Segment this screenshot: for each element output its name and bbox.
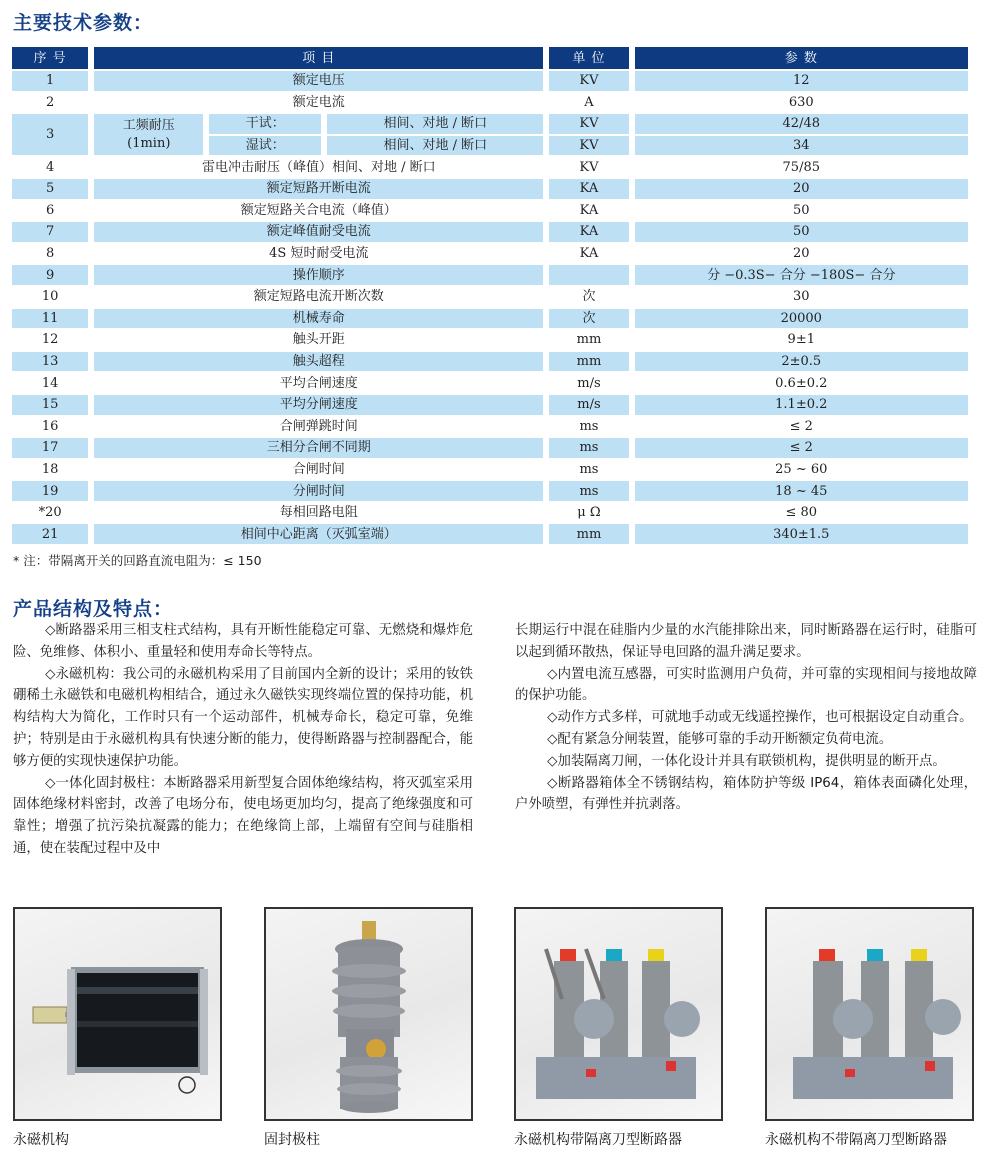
- cell-test-type: 湿试：: [209, 136, 321, 156]
- cell-item: 平均合闸速度: [94, 373, 543, 393]
- cell-item: 触头开距: [94, 330, 543, 350]
- cell-item: 额定峰值耐受电流: [94, 222, 543, 242]
- table-row: [12, 71, 968, 91]
- cell-item: 合闸时间: [94, 460, 543, 480]
- cell-value: 42/48: [635, 114, 968, 134]
- cell-unit: A: [549, 93, 628, 113]
- cell-seq: 7: [12, 222, 88, 242]
- cell-seq: 19: [12, 481, 88, 501]
- cell-item: 合闸弹跳时间: [94, 417, 543, 437]
- cell-seq: *20: [12, 503, 88, 523]
- table-row: [12, 481, 968, 501]
- cell-unit: 次: [549, 309, 628, 329]
- table-row: [12, 330, 968, 350]
- feature-paragraph: ◇断路器采用三相支柱式结构，具有开断性能稳定可靠、无燃烧和爆炸危险、免维修、体积小、重量轻和使用寿命长等特点。: [13, 623, 473, 660]
- table-row: [12, 287, 968, 307]
- cell-group: [94, 114, 203, 155]
- cell-value: 9±1: [635, 330, 968, 350]
- group-label: 工频耐压: [122, 117, 175, 133]
- pole-illustration-icon: [266, 909, 471, 1119]
- photo-caption: 永磁机构不带隔离刀型断路器: [765, 1132, 947, 1148]
- cell-item: 额定短路关合电流（峰值）: [94, 201, 543, 221]
- cell-value: ≤ 80: [635, 503, 968, 523]
- cell-item: 4S 短时耐受电流: [94, 244, 543, 264]
- feature-paragraph: ◇动作方式多样，可就地手动或无线遥控操作，也可根据设定自动重合。: [547, 710, 973, 726]
- cell-value: 12: [635, 71, 968, 91]
- cell-item: 雷电冲击耐压（峰值）相间、对地 / 断口: [94, 157, 543, 177]
- photo-breaker-with-isolator: [514, 907, 723, 1121]
- cell-unit: mm: [549, 524, 628, 544]
- table-row: [12, 460, 968, 480]
- cell-unit: KA: [549, 222, 628, 242]
- cell-unit: ms: [549, 417, 628, 437]
- table-row: [12, 244, 968, 264]
- table-row: [12, 93, 968, 113]
- cell-seq: 9: [12, 265, 88, 285]
- cell-value: 20000: [635, 309, 968, 329]
- cell-item: 相间、对地 / 断口: [327, 114, 543, 134]
- cell-seq: 14: [12, 373, 88, 393]
- cell-unit: KV: [549, 114, 628, 134]
- cell-item: 三相分合闸不同期: [94, 438, 543, 458]
- header-item: 项 目: [94, 47, 543, 69]
- specs-section-title: 主要技术参数：: [13, 12, 154, 34]
- cell-item: 相间中心距离（灭弧室端）: [94, 524, 543, 544]
- cell-item: 额定短路电流开断次数: [94, 287, 543, 307]
- cell-unit: mm: [549, 330, 628, 350]
- cell-unit: m/s: [549, 395, 628, 415]
- cell-value: 0.6±0.2: [635, 373, 968, 393]
- cell-seq: 17: [12, 438, 88, 458]
- cell-seq: 13: [12, 352, 88, 372]
- cell-test-type: 干试：: [209, 114, 321, 134]
- actuator-illustration-icon: [15, 909, 220, 1119]
- specs-table: [6, 45, 974, 546]
- cell-seq: 18: [12, 460, 88, 480]
- table-row: [12, 309, 968, 329]
- cell-unit: 次: [549, 287, 628, 307]
- cell-seq: 8: [12, 244, 88, 264]
- cell-item: 平均分闸速度: [94, 395, 543, 415]
- photo-breaker-without-isolator: [765, 907, 974, 1121]
- cell-seq: 3: [12, 114, 88, 155]
- photo-embedded-pole: [264, 907, 473, 1121]
- cell-item: 额定电流: [94, 93, 543, 113]
- cell-unit: KV: [549, 136, 628, 156]
- table-row: [12, 417, 968, 437]
- cell-unit: KV: [549, 157, 628, 177]
- cell-seq: 11: [12, 309, 88, 329]
- features-section-title: 产品结构及特点：: [13, 598, 174, 620]
- cell-unit: μ Ω: [549, 503, 628, 523]
- cell-seq: 1: [12, 71, 88, 91]
- cell-unit: KA: [549, 179, 628, 199]
- header-unit: 单 位: [549, 47, 628, 69]
- cell-unit: ms: [549, 438, 628, 458]
- header-seq: 序 号: [12, 47, 88, 69]
- feature-paragraph: ◇加装隔离刀闸，一体化设计并具有联锁机构，提供明显的断开点。: [547, 753, 946, 769]
- breaker-without-isolator-illustration-icon: [767, 909, 972, 1119]
- photo-caption: 永磁机构: [13, 1132, 69, 1148]
- feature-paragraph: ◇永磁机构：我公司的永磁机构采用了目前国内全新的设计；采用的钕铁硼稀土永磁铁和电磁机构相结合，通过永久磁铁实现终端位置的保持功能，机构结构大为简化，工作时只有一个运动部件，机械寿命长，稳定可靠，免维护；特别是由于永磁机构具有快速分断的能力，使得断路器与控制器配合，能够方便的实现快速保护功能。: [13, 666, 473, 769]
- cell-value: 2±0.5: [635, 352, 968, 372]
- feature-paragraph: ◇断路器箱体全不锈钢结构，箱体防护等级 IP64，箱体表面磷化处理，户外喷塑，有弹性并抗剥落。: [515, 775, 977, 813]
- cell-unit: ms: [549, 481, 628, 501]
- features-right-column: [515, 620, 977, 816]
- table-row: [12, 352, 968, 372]
- cell-value: 50: [635, 222, 968, 242]
- table-row: [12, 438, 968, 458]
- feature-paragraph: ◇配有紧急分闸装置，能够可靠的手动开断额定负荷电流。: [547, 731, 893, 747]
- cell-value: 20: [635, 244, 968, 264]
- cell-unit: m/s: [549, 373, 628, 393]
- feature-paragraph-continuation: 长期运行中混在硅脂内少量的水汽能排除出来，同时断路器在运行时，硅脂可以起到循环散热，保证导电回路的温升满足要求。: [515, 623, 977, 660]
- cell-item: 额定电压: [94, 71, 543, 91]
- header-param: 参 数: [635, 47, 968, 69]
- cell-unit: ms: [549, 460, 628, 480]
- cell-unit: mm: [549, 352, 628, 372]
- photo-caption: 固封极柱: [264, 1132, 320, 1148]
- feature-paragraph: ◇内置电流互感器，可实时监测用户负荷，并可靠的实现相间与接地故障的保护功能。: [515, 666, 977, 704]
- table-row: [12, 222, 968, 242]
- table-row: [12, 265, 968, 285]
- table-header-row: [12, 47, 968, 69]
- cell-value: ≤ 2: [635, 438, 968, 458]
- cell-seq: 10: [12, 287, 88, 307]
- cell-value: ≤ 2: [635, 417, 968, 437]
- photo-caption: 永磁机构带隔离刀型断路器: [514, 1132, 682, 1148]
- cell-seq: 21: [12, 524, 88, 544]
- cell-value: 20: [635, 179, 968, 199]
- cell-item: 每相回路电阻: [94, 503, 543, 523]
- cell-unit: KA: [549, 244, 628, 264]
- table-row: [12, 201, 968, 221]
- cell-value: 1.1±0.2: [635, 395, 968, 415]
- cell-value: 25 ~ 60: [635, 460, 968, 480]
- table-row: [12, 524, 968, 544]
- photo-permanent-magnet-actuator: [13, 907, 222, 1121]
- cell-unit: KA: [549, 201, 628, 221]
- cell-item: 相间、对地 / 断口: [327, 136, 543, 156]
- cell-item: 机械寿命: [94, 309, 543, 329]
- cell-value: 50: [635, 201, 968, 221]
- table-row: [12, 179, 968, 199]
- cell-seq: 12: [12, 330, 88, 350]
- cell-seq: 15: [12, 395, 88, 415]
- cell-seq: 6: [12, 201, 88, 221]
- features-left-column: [13, 620, 473, 860]
- cell-unit: [549, 265, 628, 285]
- cell-item: 操作顺序: [94, 265, 543, 285]
- cell-item: 额定短路开断电流: [94, 179, 543, 199]
- group-sublabel: (1min): [127, 135, 171, 151]
- table-row: [12, 503, 968, 523]
- specs-footnote: * 注：带隔离开关的回路直流电阻为：≤ 150: [13, 553, 262, 568]
- cell-value: 分 −0.3S− 合分 −180S− 合分: [635, 265, 968, 285]
- cell-value: 340±1.5: [635, 524, 968, 544]
- cell-item: 分闸时间: [94, 481, 543, 501]
- cell-value: 34: [635, 136, 968, 156]
- table-row: [12, 114, 968, 134]
- cell-unit: KV: [549, 71, 628, 91]
- cell-value: 18 ~ 45: [635, 481, 968, 501]
- cell-seq: 5: [12, 179, 88, 199]
- cell-seq: 2: [12, 93, 88, 113]
- cell-value: 30: [635, 287, 968, 307]
- table-row: [12, 395, 968, 415]
- breaker-with-isolator-illustration-icon: [516, 909, 721, 1119]
- cell-value: 630: [635, 93, 968, 113]
- cell-seq: 4: [12, 157, 88, 177]
- cell-value: 75/85: [635, 157, 968, 177]
- table-row: [12, 373, 968, 393]
- table-row: [12, 157, 968, 177]
- cell-item: 触头超程: [94, 352, 543, 372]
- feature-paragraph: ◇一体化固封极柱：本断路器采用新型复合固体绝缘结构，将灭弧室采用固体绝缘材料密封，改善了电场分布，使电场更加均匀，提高了绝缘强度和可靠性；增强了抗污染抗凝露的能力；在绝缘筒上部，上端留有空间与硅脂相通，使在装配过程中及中: [13, 775, 473, 856]
- cell-seq: 16: [12, 417, 88, 437]
